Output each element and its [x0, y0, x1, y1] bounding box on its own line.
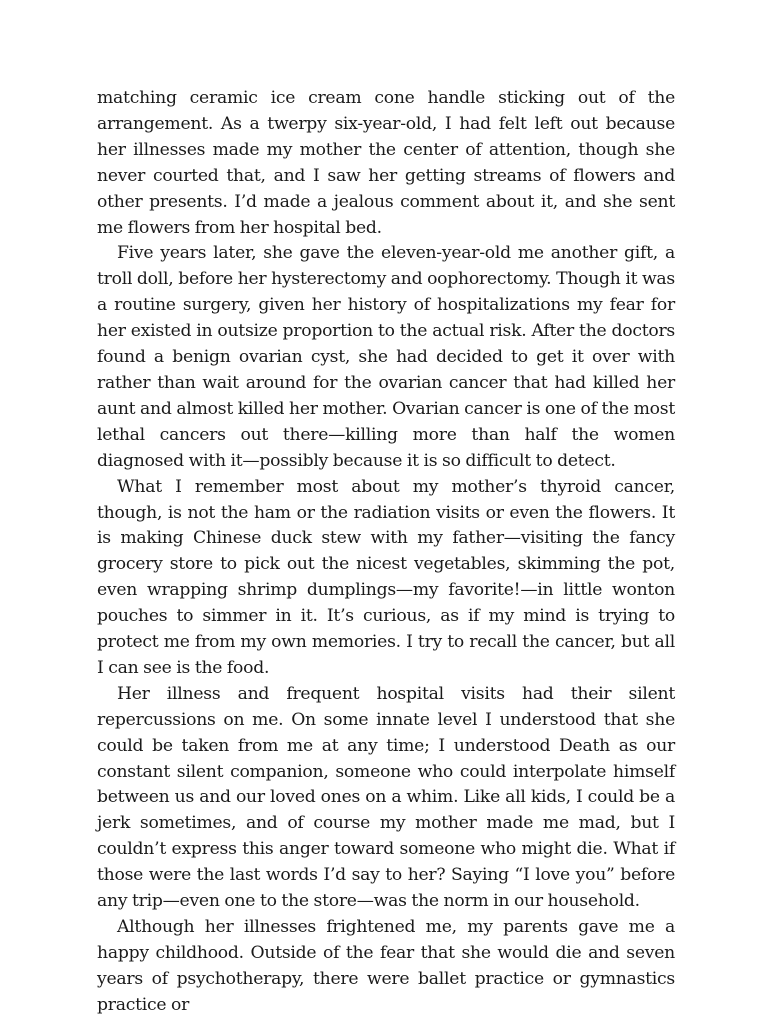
paragraph-happy-childhood: Although her illnesses frightened me, my parents gave me a happy childhood. Outside of the fear that she would die and seven years of psychotherapy, there were ballet practice or gymnastics practice or — [97, 917, 675, 1015]
paragraph-duck-stew: What I remember most about my mother’s thyroid cancer, though, is not the ham or the radiation visits or even the flowers. It is making Chinese duck stew with my father—visiting the fancy grocery store to pick out the nicest vegetables, skimming the pot, even wrapping shrimp dumplings—my favorite!—in little wonton pouches to simmer in it. It’s curious, as if my mind is trying to protect me from my own memories. I try to recall the cancer, but all I can see is the food. — [97, 476, 675, 678]
paragraph-repercussions: Her illness and frequent hospital visits had their silent repercussions on me. On some innate level I understood that she could be taken from me at any time; I understood Death as our constant silent companion, someone who could interpolate himself between us and our loved ones on a whim. Like all kids, I could be a jerk sometimes, and of course my mother made me mad, but I couldn’t express this anger toward someone who might die. What if those were the last words I’d say to her? Saying “I love you” before any trip—even one to the store—was the norm in our household. — [97, 683, 675, 912]
document-page — [97, 86, 675, 1019]
paragraph-continued: matching ceramic ice cream cone handle sticking out of the arrangement. As a twerpy six-year-old, I had felt left out because her illnesses made my mother the center of attention, though she never courted that, and I saw her getting streams of flowers and other presents. I’d made a jealous comment about it, and she sent me flowers from her hospital bed. — [97, 88, 675, 238]
paragraph-troll-doll: Five years later, she gave the eleven-year-old me another gift, a troll doll, before her hysterectomy and oophorectomy. Though it was a routine surgery, given her history of hospitalizations my fear for her existed in outsize proportion to the actual risk. After the doctors found a benign ovarian cyst, she had decided to get it over with rather than wait around for the ovarian cancer that had killed her aunt and almost killed her mother. Ovarian cancer is one of the most lethal cancers out there—killing more than half the women diagnosed with it—possibly because it is so difficult to detect. — [97, 243, 675, 471]
